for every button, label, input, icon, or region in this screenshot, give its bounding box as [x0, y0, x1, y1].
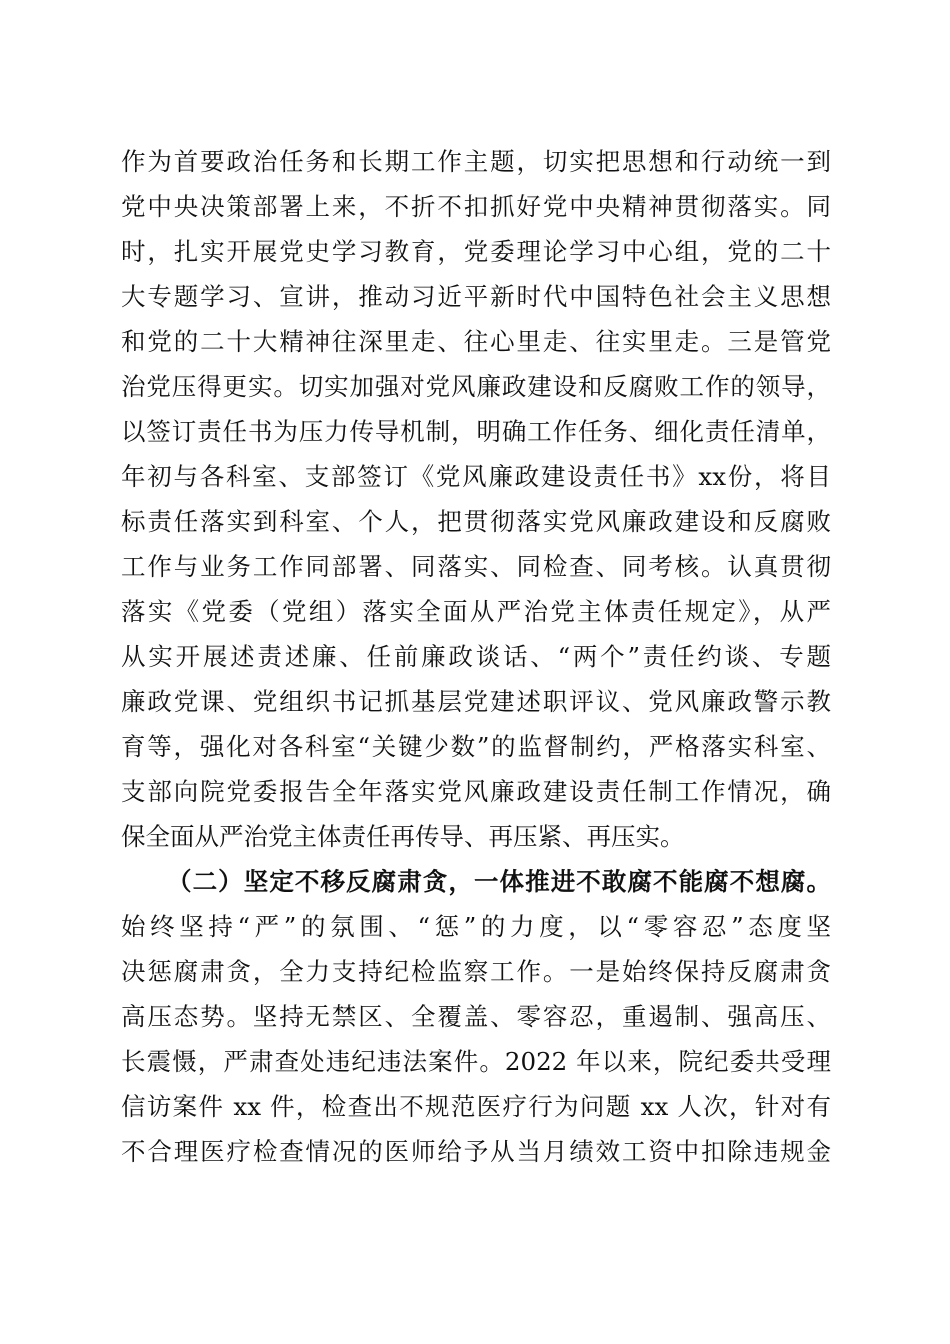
- paragraph-line: 保全面从严治党主体责任再传导、再压紧、再压实。: [121, 822, 685, 851]
- paragraph-line: 不合理医疗检查情况的医师给予从当月绩效工资中扣除违规金: [121, 1137, 831, 1166]
- paragraph-line: 落实《党委（党组）落实全面从严治党主体责任规定》，从严: [121, 597, 831, 626]
- paragraph-line: 标责任落实到科室、个人，把贯彻落实党风廉政建设和反腐败: [121, 507, 831, 536]
- paragraph-line: 大专题学习、宣讲，推动习近平新时代中国特色社会主义思想: [121, 282, 831, 311]
- paragraph-line: 廉政党课、党组织书记抓基层党建述职评议、党风廉政警示教: [121, 687, 831, 716]
- paragraph-line: 决惩腐肃贪，全力支持纪检监察工作。一是始终保持反腐肃贪: [121, 957, 831, 986]
- paragraph-line: 信访案件 xx 件，检查出不规范医疗行为问题 xx 人次，针对有: [121, 1092, 831, 1121]
- paragraph-line: 始终坚持“严”的氛围、“惩”的力度，以“零容忍”态度坚: [121, 912, 831, 941]
- paragraph-line: 作为首要政治任务和长期工作主题，切实把思想和行动统一到: [121, 147, 831, 176]
- paragraph-line: 从实开展述责述廉、任前廉政谈话、“两个”责任约谈、专题: [121, 642, 831, 671]
- paragraph-line: 和党的二十大精神往深里走、往心里走、往实里走。三是管党: [121, 327, 831, 356]
- paragraph-line: 育等，强化对各科室“关键少数”的监督制约，严格落实科室、: [121, 732, 831, 761]
- paragraph-line: 高压态势。坚持无禁区、全覆盖、零容忍，重遏制、强高压、: [121, 1002, 831, 1031]
- paragraph-line: 支部向院党委报告全年落实党风廉政建设责任制工作情况，确: [121, 777, 831, 806]
- paragraph-line: 党中央决策部署上来，不折不扣抓好党中央精神贯彻落实。同: [121, 192, 831, 221]
- paragraph-line: 长震慑，严肃查处违纪违法案件。2022 年以来，院纪委共受理: [121, 1047, 831, 1076]
- section-heading: （二）坚定不移反腐肃贪，一体推进不敢腐不能腐不想腐。: [167, 867, 831, 896]
- paragraph-line: 工作与业务工作同部署、同落实、同检查、同考核。认真贯彻: [121, 552, 831, 581]
- paragraph-line: 治党压得更实。切实加强对党风廉政建设和反腐败工作的领导，: [121, 372, 831, 401]
- paragraph-line: 年初与各科室、支部签订《党风廉政建设责任书》xx份，将目: [121, 462, 831, 491]
- paragraph-line: 时，扎实开展党史学习教育，党委理论学习中心组，党的二十: [121, 237, 831, 266]
- paragraph-line: 以签订责任书为压力传导机制，明确工作任务、细化责任清单，: [121, 417, 831, 446]
